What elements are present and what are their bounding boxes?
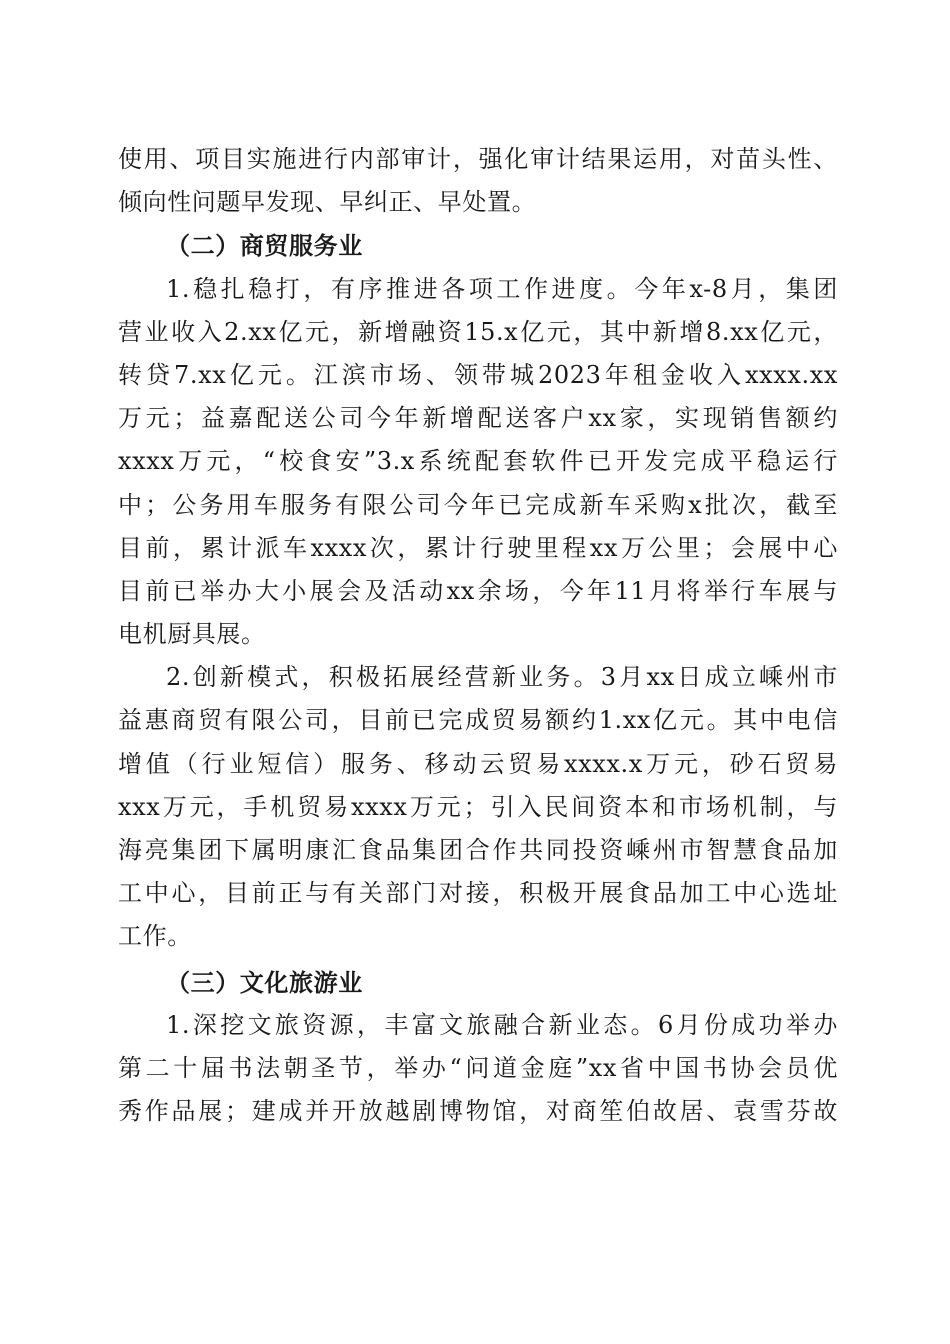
paragraph-line: 增值（行业短信）服务、移动云贸易xxxx.x万元，砂石贸易	[118, 749, 838, 778]
paragraph-line: 万元；益嘉配送公司今年新增配送客户xx家，实现销售额约	[118, 404, 838, 433]
paragraph-line: 目前已举办大小展会及活动xx余场，今年11月将举行车展与	[118, 576, 838, 605]
paragraph-line: 海亮集团下属明康汇食品集团合作共同投资嵊州市智慧食品加	[118, 836, 838, 864]
paragraph-line: 转贷7.xx亿元。江滨市场、领带城2023年租金收入xxxx.xx	[118, 360, 838, 389]
paragraph-line: 2.创新模式，积极拓展经营新业务。3月xx日成立嵊州市	[166, 663, 838, 692]
paragraph-line: 使用、项目实施进行内部审计，强化审计结果运用，对苗头性、	[118, 145, 838, 173]
paragraph-line: 秀作品展；建成并开放越剧博物馆，对商笙伯故居、袁雪芬故	[118, 1097, 838, 1126]
paragraph-line: 1.稳扎稳打，有序推进各项工作进度。今年x-8月，集团	[166, 274, 838, 303]
section-heading: （三）文化旅游业	[166, 967, 363, 997]
paragraph-line: 工中心，目前正与有关部门对接，积极开展食品加工中心选址	[118, 879, 838, 908]
paragraph-line: 倾向性问题早发现、早纠正、早处置。	[118, 188, 537, 217]
paragraph-line: 电机厨具展。	[118, 620, 266, 649]
paragraph-line: 1.深挖文旅资源，丰富文旅融合新业态。6月份成功举办	[166, 1010, 838, 1039]
paragraph-line: xxxx万元，“校食安”3.x系统配套软件已开发完成平稳运行	[118, 447, 838, 476]
paragraph-line: 中；公务用车服务有限公司今年已完成新车采购x批次，截至	[118, 490, 838, 519]
document-page	[118, 138, 838, 1133]
paragraph-line: 工作。	[118, 922, 192, 951]
section-heading: （二）商贸服务业	[166, 231, 363, 261]
paragraph-line: 目前，累计派车xxxx次，累计行驶里程xx万公里；会展中心	[118, 533, 838, 562]
paragraph-line: 第二十届书法朝圣节，举办“问道金庭”xx省中国书协会员优	[118, 1053, 838, 1082]
paragraph-line: xxx万元，手机贸易xxxx万元；引入民间资本和市场机制，与	[118, 792, 838, 821]
paragraph-line: 益惠商贸有限公司，目前已完成贸易额约1.xx亿元。其中电信	[118, 706, 838, 735]
paragraph-line: 营业收入2.xx亿元，新增融资15.x亿元，其中新增8.xx亿元，	[118, 317, 838, 346]
